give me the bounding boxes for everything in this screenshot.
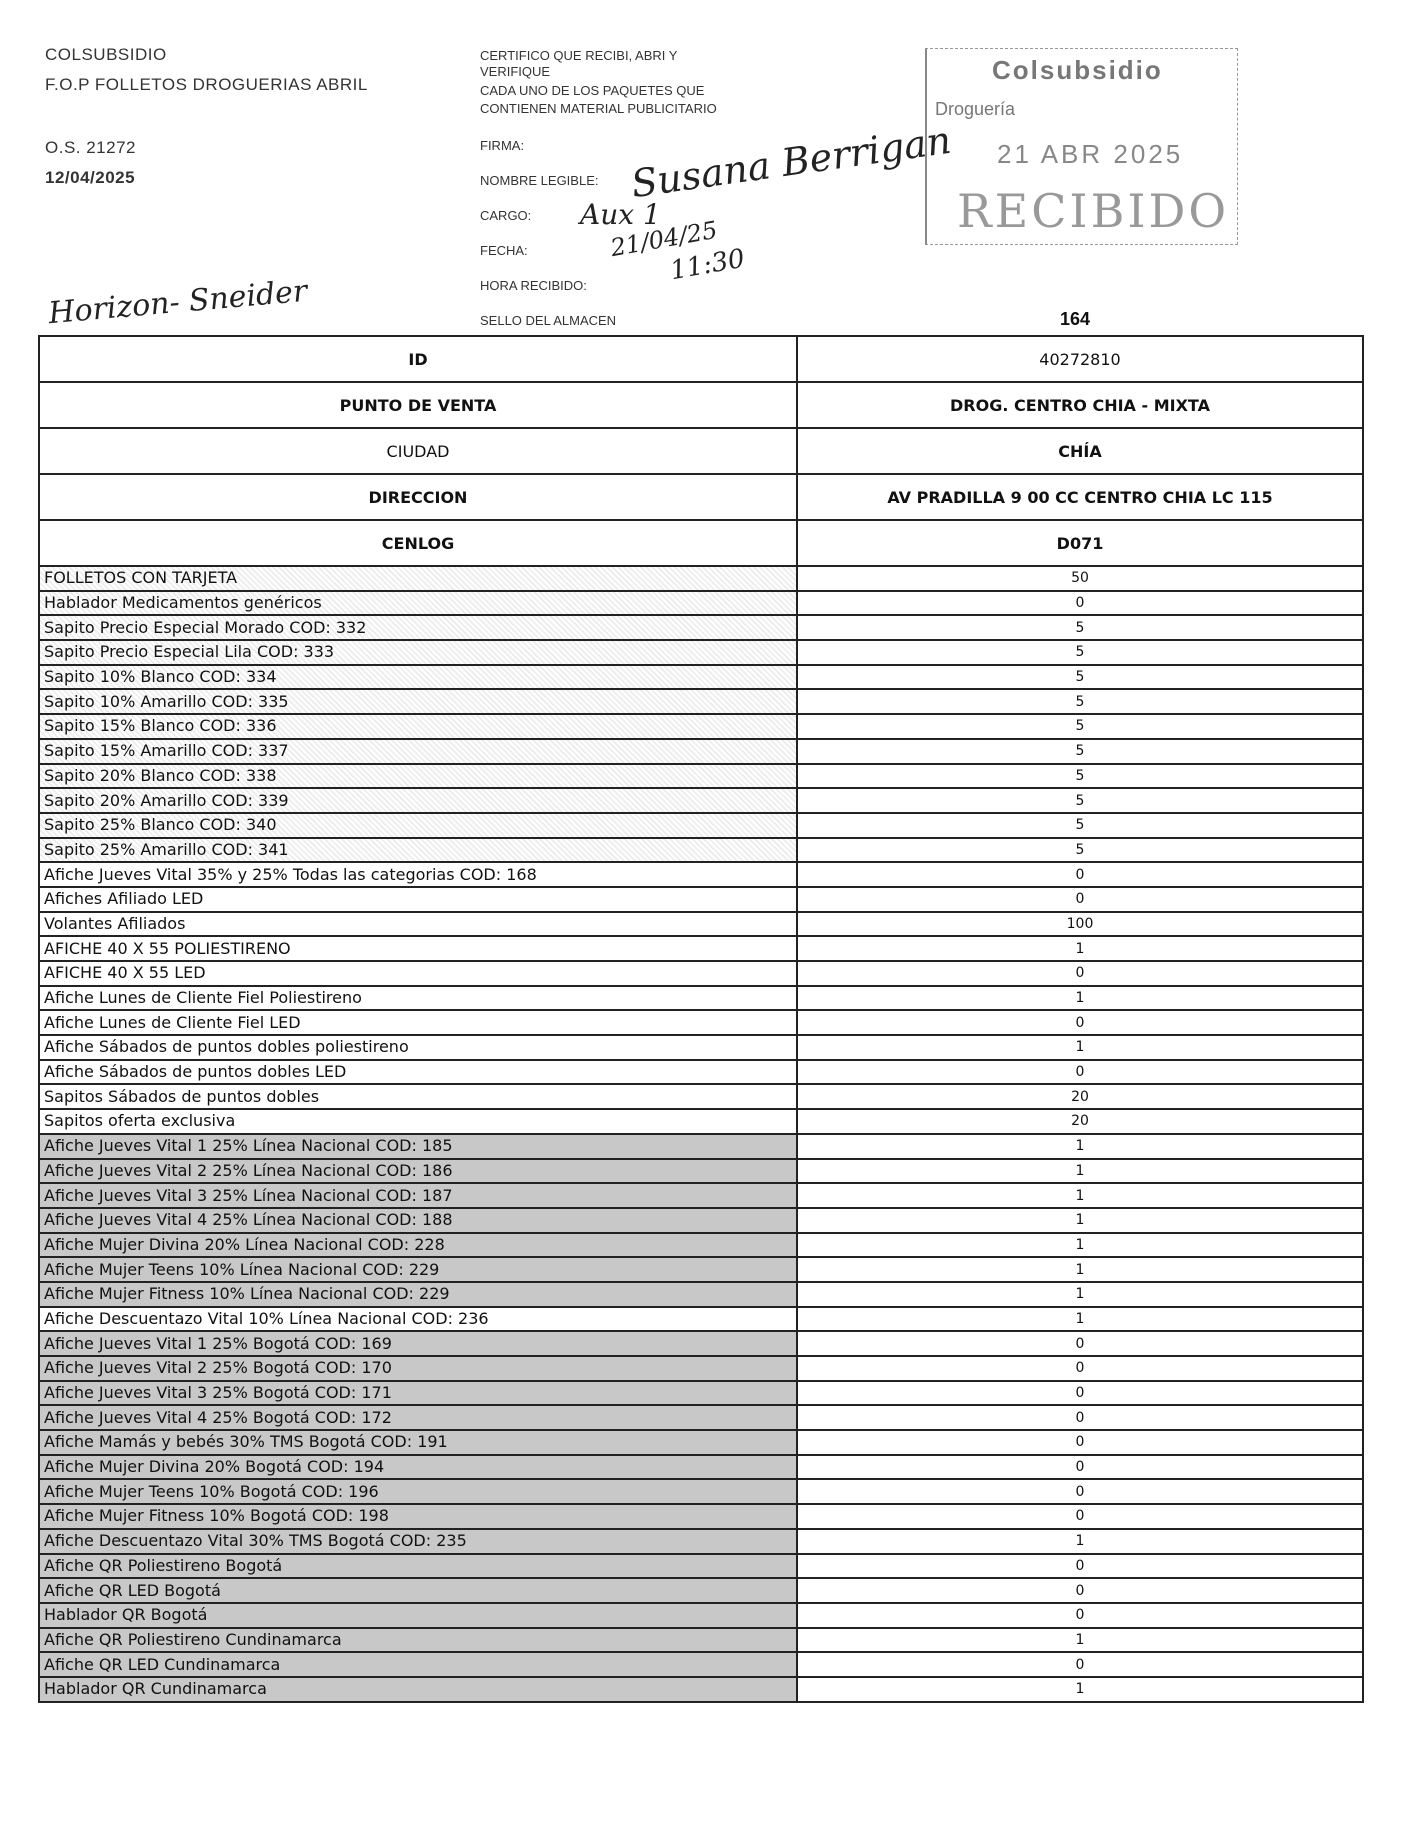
order-date: 12/04/2025 [45,168,136,187]
item-row [39,665,1363,690]
item-qty: 1 [797,1159,1363,1184]
stamp-sub: Droguería [935,99,1016,119]
item-row [39,1554,1363,1579]
info-row [39,428,1363,474]
item-name: Sapito 10% Blanco COD: 334 [39,665,797,690]
item-qty: 0 [797,1455,1363,1480]
item-name: Afiche QR Poliestireno Cundinamarca [39,1628,797,1653]
item-name: Afiche Jueves Vital 2 25% Línea Nacional COD: 186 [39,1159,797,1184]
item-name: Sapito Precio Especial Lila COD: 333 [39,640,797,665]
item-name: Afiche Lunes de Cliente Fiel LED [39,1010,797,1035]
item-row [39,1282,1363,1307]
item-row [39,1455,1363,1480]
item-qty: 1 [797,1035,1363,1060]
item-row [39,813,1363,838]
item-qty: 1 [797,1677,1363,1702]
item-name: Afiche Jueves Vital 3 25% Línea Nacional COD: 187 [39,1183,797,1208]
sequence-number: 164 [1060,309,1091,329]
item-name: Afiche Mujer Fitness 10% Línea Nacional COD: 229 [39,1282,797,1307]
item-qty: 0 [797,1430,1363,1455]
item-row [39,1208,1363,1233]
item-row [39,640,1363,665]
item-name: Afiche Mujer Teens 10% Línea Nacional COD: 229 [39,1257,797,1282]
item-name: Afiche Jueves Vital 2 25% Bogotá COD: 170 [39,1356,797,1381]
item-qty: 5 [797,665,1363,690]
fecha-label: FECHA: [480,243,528,258]
info-label: PUNTO DE VENTA [39,382,797,428]
item-name: Hablador QR Cundinamarca [39,1677,797,1702]
item-qty: 1 [797,936,1363,961]
item-name: Afiche Mujer Fitness 10% Bogotá COD: 198 [39,1504,797,1529]
item-row [39,1381,1363,1406]
info-row [39,520,1363,566]
item-qty: 0 [797,1381,1363,1406]
item-name: Afiche Jueves Vital 4 25% Bogotá COD: 172 [39,1405,797,1430]
order-number: O.S. 21272 [45,138,137,157]
item-name: Afiche Jueves Vital 35% y 25% Todas las categorias COD: 168 [39,862,797,887]
item-row [39,1159,1363,1184]
item-qty: 0 [797,1479,1363,1504]
item-row [39,1060,1363,1085]
handwritten-time: 11:30 [667,243,747,287]
item-name: Sapitos oferta exclusiva [39,1109,797,1134]
item-name: Afiche QR LED Cundinamarca [39,1652,797,1677]
item-name: Sapito 20% Amarillo COD: 339 [39,788,797,813]
info-value: AV PRADILLA 9 00 CC CENTRO CHIA LC 115 [797,474,1363,520]
info-value: CHÍA [797,428,1363,474]
item-name: Afiche Jueves Vital 4 25% Línea Nacional COD: 188 [39,1208,797,1233]
cert-line-3: CADA UNO DE LOS PAQUETES QUE [480,83,705,98]
item-name: Sapito 25% Blanco COD: 340 [39,813,797,838]
item-row [39,1603,1363,1628]
item-name: FOLLETOS CON TARJETA [39,566,797,591]
received-stamp [925,48,1238,245]
item-row [39,1084,1363,1109]
item-row [39,1479,1363,1504]
item-row [39,615,1363,640]
item-qty: 1 [797,1134,1363,1159]
item-row [39,1578,1363,1603]
stamp-date: 21 ABR 2025 [997,139,1184,169]
sello-label: SELLO DEL ALMACEN [480,313,617,328]
item-row [39,862,1363,887]
item-qty: 5 [797,689,1363,714]
item-qty: 5 [797,714,1363,739]
item-name: Afiche Mujer Divina 20% Línea Nacional COD: 228 [39,1233,797,1258]
item-qty: 5 [797,813,1363,838]
item-row [39,591,1363,616]
item-row [39,764,1363,789]
item-qty: 1 [797,1628,1363,1653]
item-qty: 5 [797,838,1363,863]
item-row [39,961,1363,986]
item-row [39,689,1363,714]
item-qty: 1 [797,1529,1363,1554]
item-qty: 0 [797,1356,1363,1381]
item-qty: 50 [797,566,1363,591]
item-qty: 5 [797,640,1363,665]
stamp-brand: Colsubsidio [992,55,1163,85]
item-name: Sapitos Sábados de puntos dobles [39,1084,797,1109]
item-qty: 1 [797,986,1363,1011]
item-qty: 1 [797,1307,1363,1332]
item-row [39,714,1363,739]
item-row [39,1035,1363,1060]
item-qty: 5 [797,788,1363,813]
item-qty: 5 [797,615,1363,640]
item-name: Sapito 20% Blanco COD: 338 [39,764,797,789]
item-name: Afiche Jueves Vital 3 25% Bogotá COD: 171 [39,1381,797,1406]
item-name: Afiche Jueves Vital 1 25% Línea Nacional COD: 185 [39,1134,797,1159]
item-row [39,1010,1363,1035]
item-name: Afiche Sábados de puntos dobles poliestireno [39,1035,797,1060]
item-name: Afiche Sábados de puntos dobles LED [39,1060,797,1085]
item-qty: 5 [797,764,1363,789]
item-qty: 1 [797,1257,1363,1282]
item-row [39,1109,1363,1134]
item-name: Afiche Mujer Divina 20% Bogotá COD: 194 [39,1455,797,1480]
handwritten-name: Susana Berrigan [628,117,954,207]
item-name: Volantes Afiliados [39,912,797,937]
item-qty: 0 [797,591,1363,616]
item-name: Sapito 25% Amarillo COD: 341 [39,838,797,863]
item-qty: 0 [797,1652,1363,1677]
item-qty: 1 [797,1282,1363,1307]
item-qty: 1 [797,1183,1363,1208]
item-qty: 0 [797,961,1363,986]
info-value: D071 [797,520,1363,566]
item-qty: 0 [797,1010,1363,1035]
item-name: Sapito 15% Blanco COD: 336 [39,714,797,739]
item-row [39,1628,1363,1653]
item-row [39,1134,1363,1159]
cert-line-4: CONTIENEN MATERIAL PUBLICITARIO [480,101,717,116]
item-name: AFICHE 40 X 55 LED [39,961,797,986]
handwritten-date: 21/04/25 [608,215,720,263]
document-title: F.O.P FOLLETOS DROGUERIAS ABRIL [45,75,368,94]
info-value: DROG. CENTRO CHIA - MIXTA [797,382,1363,428]
stamp-label: RECIBIDO [957,184,1230,238]
item-row [39,788,1363,813]
item-name: Afiches Afiliado LED [39,887,797,912]
item-qty: 0 [797,1060,1363,1085]
item-row [39,1529,1363,1554]
item-name: Afiche Mujer Teens 10% Bogotá COD: 196 [39,1479,797,1504]
info-row [39,336,1363,382]
item-row [39,1183,1363,1208]
item-name: Hablador Medicamentos genéricos [39,591,797,616]
item-qty: 100 [797,912,1363,937]
item-row [39,838,1363,863]
cargo-label: CARGO: [480,208,532,223]
info-label: DIRECCION [39,474,797,520]
item-qty: 20 [797,1084,1363,1109]
delivery-table [38,335,1364,1703]
item-qty: 0 [797,1603,1363,1628]
item-row [39,1405,1363,1430]
firma-label: FIRMA: [480,138,525,153]
item-qty: 0 [797,1405,1363,1430]
item-row [39,912,1363,937]
item-name: Afiche QR LED Bogotá [39,1578,797,1603]
item-name: Afiche QR Poliestireno Bogotá [39,1554,797,1579]
item-name: Afiche Lunes de Cliente Fiel Poliestireno [39,986,797,1011]
hora-label: HORA RECIBIDO: [480,278,587,293]
org-name: COLSUBSIDIO [45,45,167,64]
item-qty: 0 [797,1331,1363,1356]
info-label: CENLOG [39,520,797,566]
info-value: 40272810 [797,336,1363,382]
item-row [39,1356,1363,1381]
item-row [39,566,1363,591]
item-name: Afiche Descuentazo Vital 30% TMS Bogotá COD: 235 [39,1529,797,1554]
item-row [39,1652,1363,1677]
item-row [39,986,1363,1011]
item-row [39,887,1363,912]
item-name: AFICHE 40 X 55 POLIESTIRENO [39,936,797,961]
item-row [39,1430,1363,1455]
item-row [39,936,1363,961]
item-row [39,1331,1363,1356]
item-qty: 0 [797,887,1363,912]
item-qty: 1 [797,1233,1363,1258]
info-label: CIUDAD [39,428,797,474]
item-row [39,1307,1363,1332]
item-name: Sapito 15% Amarillo COD: 337 [39,739,797,764]
handwritten-cargo: Aux 1 [580,198,661,231]
item-row [39,1257,1363,1282]
info-row [39,382,1363,428]
item-qty: 0 [797,1504,1363,1529]
item-row [39,1504,1363,1529]
item-name: Afiche Jueves Vital 1 25% Bogotá COD: 169 [39,1331,797,1356]
item-name: Afiche Descuentazo Vital 10% Línea Nacional COD: 236 [39,1307,797,1332]
item-name: Afiche Mamás y bebés 30% TMS Bogotá COD: 191 [39,1430,797,1455]
item-qty: 0 [797,862,1363,887]
item-name: Sapito Precio Especial Morado COD: 332 [39,615,797,640]
item-qty: 5 [797,739,1363,764]
cert-line-2: VERIFIQUE [480,64,551,79]
item-qty: 0 [797,1554,1363,1579]
item-name: Sapito 10% Amarillo COD: 335 [39,689,797,714]
item-qty: 20 [797,1109,1363,1134]
item-row [39,739,1363,764]
item-name: Hablador QR Bogotá [39,1603,797,1628]
item-row [39,1233,1363,1258]
item-qty: 1 [797,1208,1363,1233]
nombre-label: NOMBRE LEGIBLE: [480,173,599,188]
info-row [39,474,1363,520]
handwritten-note: Horizon- Sneider [46,273,309,332]
item-qty: 0 [797,1578,1363,1603]
cert-line-1: CERTIFICO QUE RECIBI, ABRI Y [480,48,678,63]
item-row [39,1677,1363,1702]
info-label: ID [39,336,797,382]
